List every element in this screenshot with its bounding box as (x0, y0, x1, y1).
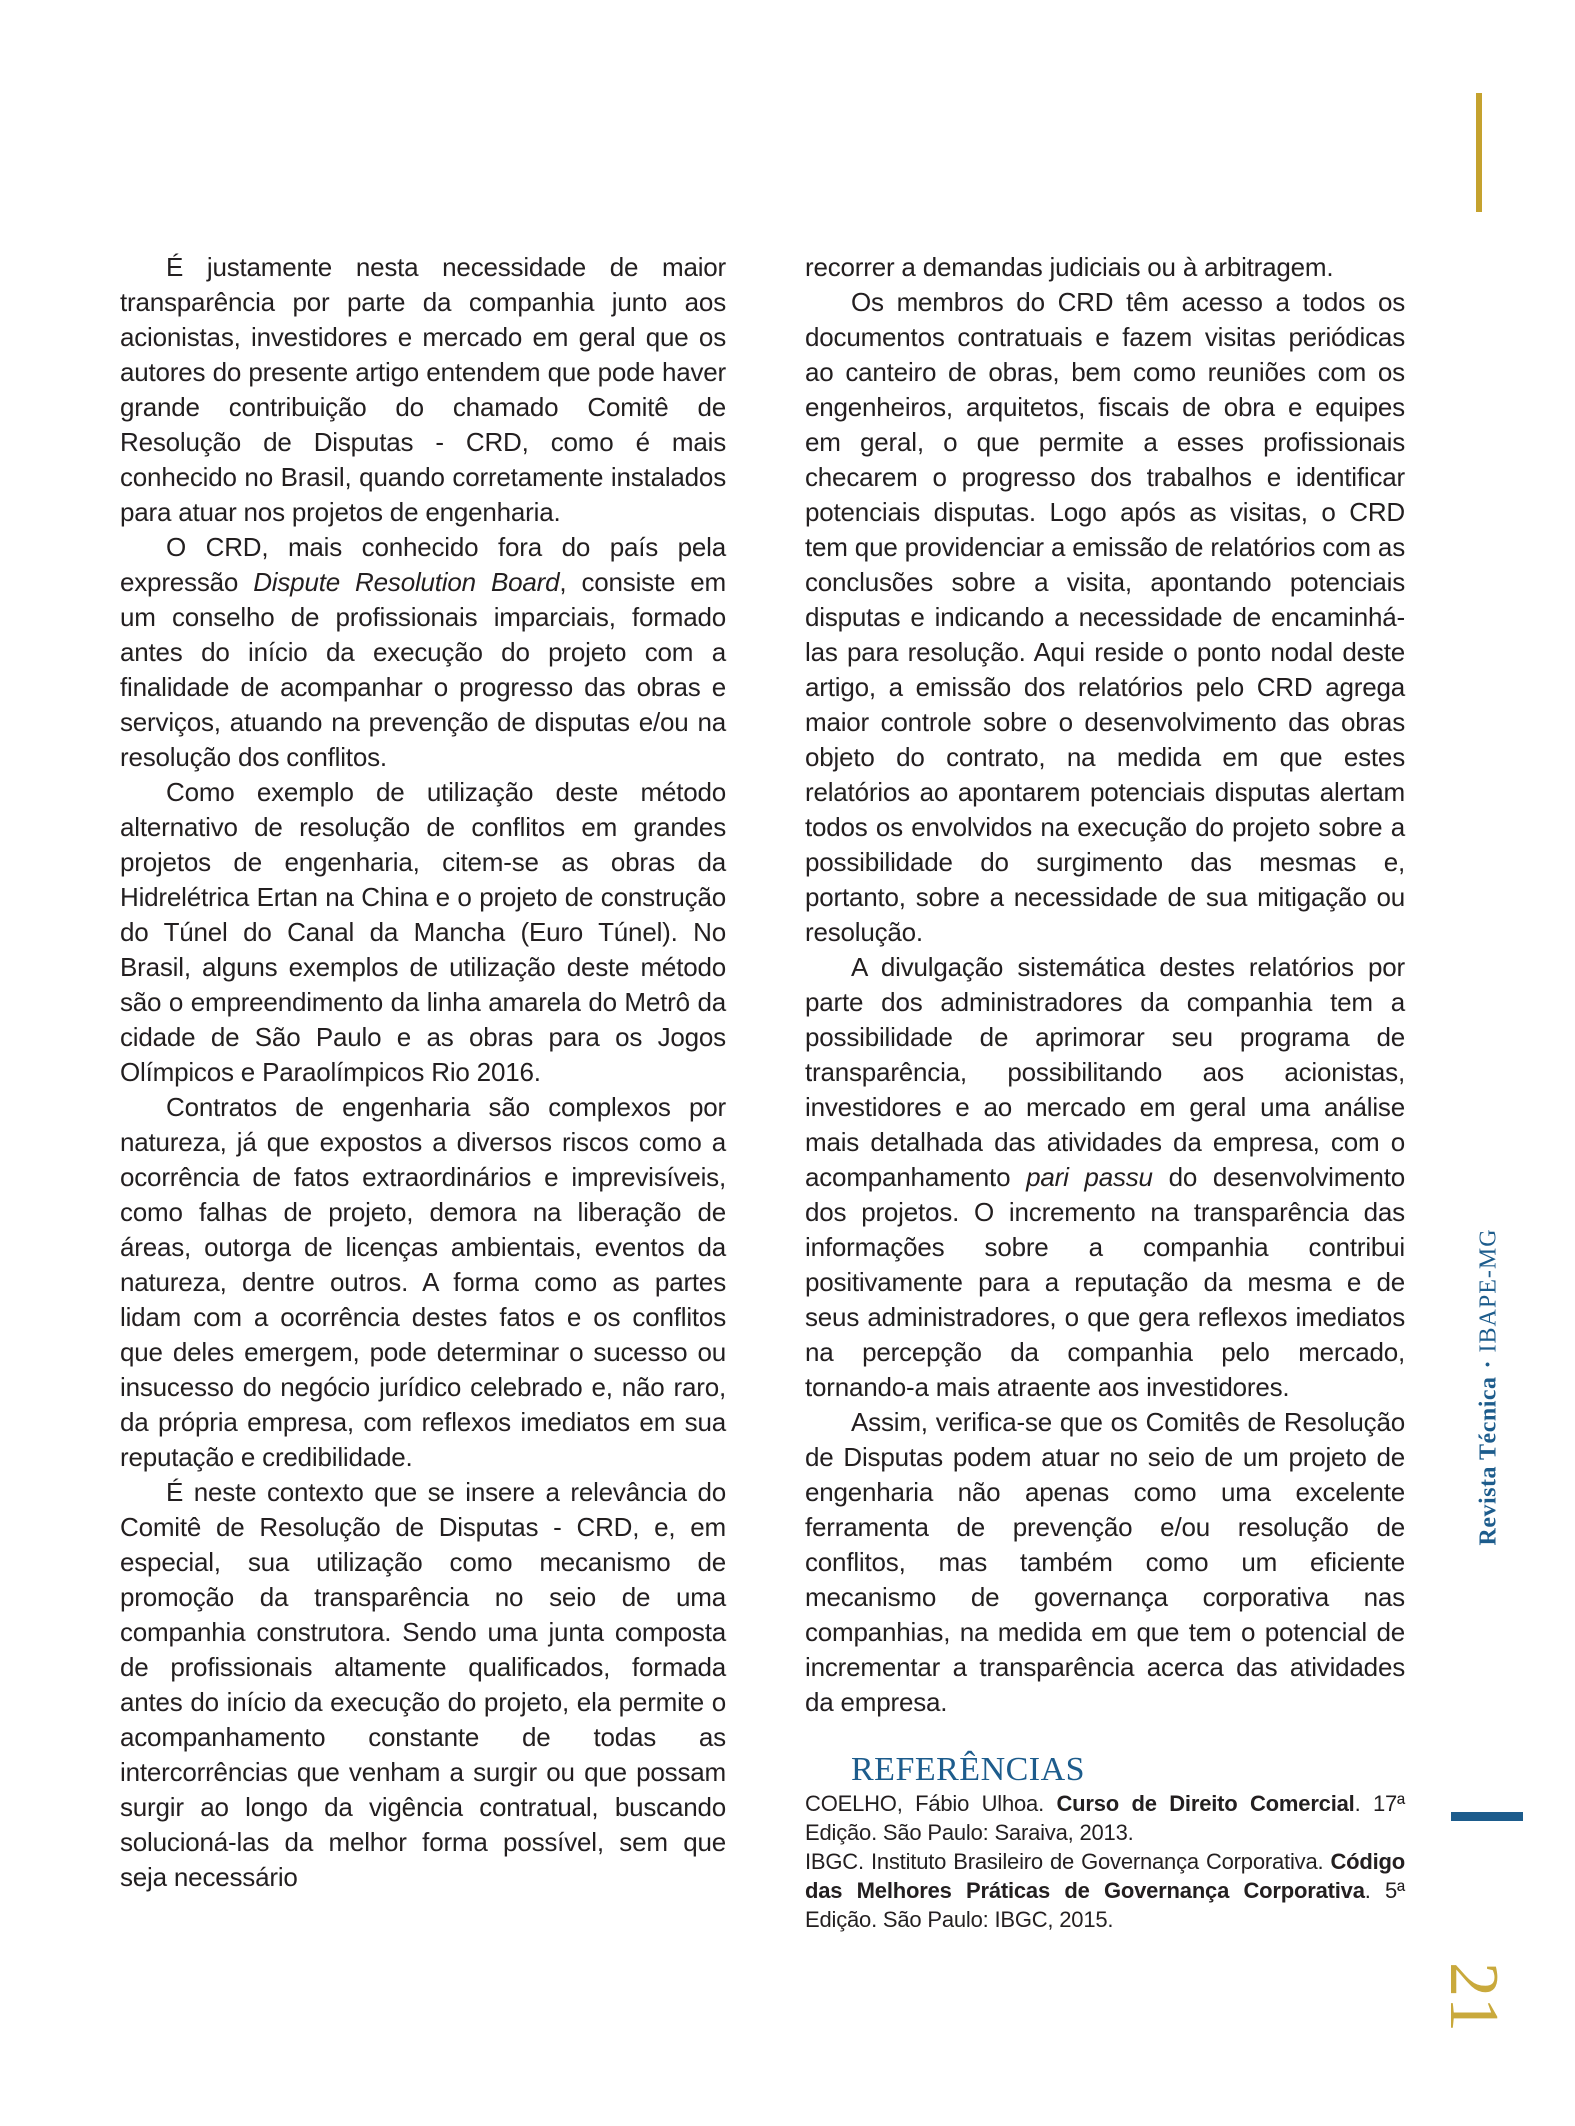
text-run: É justamente nesta necessidade de maior transparência por parte da companhia junto aos acionistas, investidores e mercado em geral que os autores do presente artigo entendem que pode haver grande contribuição do chamado Comitê de Resolução de Disputas - CRD, como é mais conhecido no Brasil, quando corretamente instalados para atuar nos projetos de engenharia. (120, 252, 726, 527)
text-run: Como exemplo de utilização deste método alternativo de resolução de conflitos em grandes projetos de engenharia, citem-se as obras da Hidrelétrica Ertan na China e o projeto de construção do Túnel do Canal da Mancha (Euro Túnel). No Brasil, alguns exemplos de utilização deste método são o empreendimento da linha amarela do Metrô da cidade de São Paulo e as obras para os Jogos Olímpicos e Paraolímpicos Rio 2016. (120, 777, 726, 1087)
paragraph (805, 950, 1405, 1405)
paragraph (120, 530, 726, 775)
reference-item (805, 1789, 1405, 1847)
text-run-bold: Curso de Direito Comercial (1056, 1791, 1355, 1817)
paragraph (120, 1475, 726, 1895)
text-run: , consiste em um conselho de profissionais imparciais, formado antes do início da execução do projeto com a finalidade de acompanhar o progresso das obras e serviços, atuando na prevenção de disputas e/ou na resolução dos conflitos. (120, 567, 727, 772)
text-run: Os membros do CRD têm acesso a todos os documentos contratuais e fazem visitas periódicas ao canteiro de obras, bem como reuniões com os engenheiros, arquitetos, fiscais de obra e equipes em geral, o que permite a esses profissionais checarem o progresso dos trabalhos e identificar potenciais disputas. Logo após as visitas, o CRD tem que providenciar a emissão de relatórios com as conclusões sobre a visita, apontando potenciais disputas e indicando a necessidade de encaminhá-las para resolução. Aqui reside o ponto nodal deste artigo, a emissão dos relatórios pelo CRD agrega maior controle sobre o desenvolvimento das obras objeto do contrato, na medida em que estes relatórios ao apontarem potenciais disputas alertam todos os envolvidos na execução do projeto sobre a possibilidade do surgimento das mesmas e, portanto, sobre a necessidade de sua mitigação ou resolução. (805, 287, 1405, 947)
left-column (120, 250, 726, 1895)
separator-dot: · (1475, 1360, 1502, 1369)
paragraph (805, 285, 1405, 950)
text-run: Contratos de engenharia são complexos por natureza, já que expostos a diversos riscos como a ocorrência de fatos extraordinários e imprevisíveis, como falhas de projeto, demora na liberação de áreas, outorga de licenças ambientais, eventos da natureza, dentre outros. A forma como as partes lidam com a ocorrência destes fatos e os conflitos que deles emergem, pode determinar o sucesso ou insucesso do negócio jurídico celebrado e, não raro, da própria empresa, com reflexos imediatos em sua reputação e credibilidade. (120, 1092, 726, 1472)
paragraph (120, 1090, 726, 1475)
paragraph (120, 250, 726, 530)
references-section (805, 1750, 1405, 1934)
text-run: do desenvolvimento dos projetos. O incremento na transparência das informações sobre a companhia contribui positivamente para a reputação da mesma e de seus administradores, o que gera reflexos imediatos na percepção da companhia pelo mercado, tornando-a mais atraente aos investidores. (805, 1162, 1405, 1402)
gold-accent-bar (1476, 93, 1482, 212)
journal-side-label (1475, 1228, 1503, 1546)
text-run-italic: pari passu (1026, 1162, 1153, 1192)
text-run-italic: Dispute Resolution Board (253, 567, 560, 597)
text-run: IBGC. Instituto Brasileiro de Governança Corporativa. (805, 1849, 1331, 1875)
text-run: É neste contexto que se insere a relevância do Comitê de Resolução de Disputas - CRD, e, em especial, sua utilização como mecanismo de promoção da transparência no seio de uma companhia construtora. Sendo uma junta composta de profissionais altamente qualificados, formada antes do início da execução do projeto, ela permite o acompanhamento constante de todas as intercorrências que venham a surgir ou que possam surgir ao longo da vigência contratual, buscando solucioná-las da melhor forma possível, sem que seja necessário (120, 1477, 726, 1892)
text-run: . 17ª Edição. São Paulo: Saraiva, 2013. (805, 1791, 1405, 1846)
text-run: . 5ª Edição. São Paulo: IBGC, 2015. (805, 1878, 1405, 1933)
text-run: recorrer a demandas judiciais ou à arbitragem. (805, 252, 1334, 282)
paragraph (805, 250, 1405, 285)
paragraph (120, 775, 726, 1090)
text-run-bold: Código das Melhores Práticas de Governança Corporativa (805, 1849, 1405, 1904)
institute-name: IBAPE-MG (1475, 1228, 1502, 1353)
references-heading: REFERÊNCIAS (851, 1751, 1086, 1788)
page-number-rule (1451, 1812, 1523, 1821)
text-run: A divulgação sistemática destes relatórios por parte dos administradores da companhia tem a possibilidade de aprimorar seu programa de transparência, possibilitando aos acionistas, investidores e ao mercado em geral uma análise mais detalhada das atividades da empresa, com o acompanhamento (805, 952, 1405, 1192)
journal-name: Revista Técnica (1475, 1376, 1502, 1546)
text-run: O CRD, mais conhecido fora do país pela expressão (120, 532, 726, 597)
paragraph (805, 1405, 1405, 1720)
text-run: COELHO, Fábio Ulhoa. (805, 1791, 1057, 1817)
text-run: Assim, verifica-se que os Comitês de Resolução de Disputas podem atuar no seio de um projeto de engenharia não apenas como uma excelente ferramenta de prevenção e/ou resolução de conflitos, mas também como um eficiente mecanismo de governança corporativa nas companhias, na medida em que tem o potencial de incrementar a transparência acerca das atividades da empresa. (805, 1407, 1405, 1717)
right-column (805, 250, 1405, 1934)
page-number: 21 (1435, 1962, 1512, 2032)
reference-item (805, 1847, 1405, 1934)
